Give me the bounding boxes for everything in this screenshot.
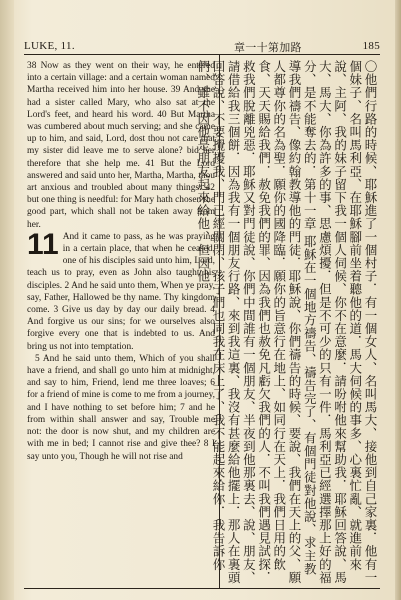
page-spine-shadow [0,0,14,600]
bottom-rule [24,588,380,589]
page-edge [395,0,401,600]
chinese-column [195,60,378,586]
chapter-number: 11 [27,227,59,261]
english-paragraph-text: And it came to pass, as he was praying in a certain place, that when he ceased, one of his disciples said unto him, Lord, teach us to pray, even as John also taught his disciples. 2 And he said unto them, When ye pray, say, Father, Hallowed be thy name. Thy kingdom come. 3 Give us day by day our daily bread. 4 And forgive us our sins; for we ourselves also forgive every one that is indebted to us. And bring us not into temptation. [27,231,215,352]
page-number: 185 [362,40,380,52]
header-chinese-title: 章一十第加路 [234,41,302,54]
english-paragraph-chapter [27,227,215,353]
english-paragraph: 5 And he said unto them, Which of you shall have a friend, and shall go unto him at midnight, and say to him, Friend, lend me three loaves; 6 for a friend of mine is come to me from a journey, and I have nothing to set before him; 7 and he from within shall answer and say, Trouble me not: the door is now shut, and my children are with me in bed; I cannot rise and give thee? 8 I say unto you, Though he will not rise and [27,353,215,462]
english-paragraph: 38 Now as they went on their way, he entered into a certain village: and a certain woman named Martha received him into her house. 39 And she had a sister called Mary, who also sat at the Lord's feet, and heard his word. 40 But Martha was cumbered about much serving; and she came up to him, and said, Lord, dost thou not care that my sister did leave me to serve alone? bid her therefore that she help me. 41 But the Lord answered and said unto her, Martha, Martha, thou art anxious and troubled about many things: 42 but one thing is needful: for Mary hath chosen the good part, which shall not be taken away from her. [27,61,215,230]
header-book-chapter: LUKE, 11. [24,40,75,52]
top-rule [24,54,380,55]
english-column [27,60,215,586]
chinese-text: 〇他們行路的時候、耶穌進了一個村子．有一個女人、名叫馬大、接他到自己家裏．他有一個妹子、名叫馬利亞、在耶穌腳前坐着聽他的道．馬大伺候的事多、心裏忙亂、就進前來說、主阿、我的妹子留下我一個人伺候、你不在意麼．請吩咐他來幫助我．耶穌回答說、馬大、馬大、你為許多的事、思慮煩擾．但是不可少的只有一件．馬利亞已經選擇那上好的福分、是不能奪去的．第十一章 耶穌在一個地方禱告、禱告完了、有個門徒對他說、求主教導我們禱告、像約翰教導他的門徒．耶穌說、你們禱告的時候、要說、我們在天上的父、願人都尊你的名為聖．願你的國降臨．願你的旨意行在地上、如同行在天上．我們日用的飲食、天天賜給我們．赦免我們的罪、因為我們也赦免凡虧欠我們的人．不叫我們遇見試探．救我們脫離兇惡．耶穌又對門徒說、你們中間誰有一個朋友、半夜到他那裏去、說、朋友、請借給我三個餅．因為我有一個朋友行路、來到我這裏、我沒有甚麼給他擺上．那人在裏頭回答說、不要攪擾我、門已經關閉、孩子們也同我在床上了、我不能起來給你．我告訴你們、雖不因他是朋友起來給他、但因他 [195,60,378,584]
